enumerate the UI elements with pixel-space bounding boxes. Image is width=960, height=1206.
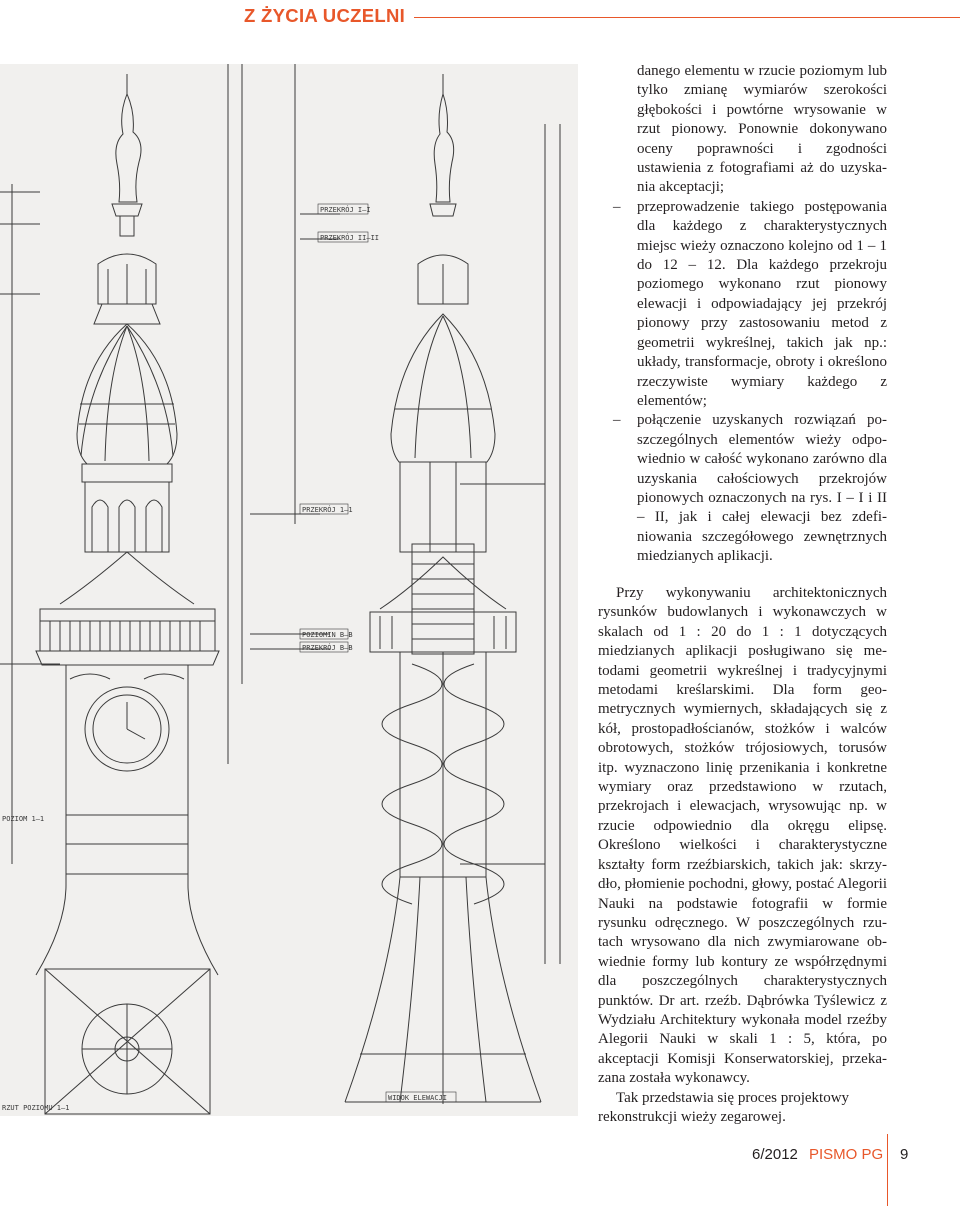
bullet-item (613, 411, 887, 566)
drawing-label-przekroj-b: PRZEKRÓJ B–B (302, 644, 353, 652)
bullet-dash: – (613, 198, 621, 215)
paragraph: Przy wykonywaniu architektonicznych rysunków budowlanych i wykonawczych w skalach od 1 : 20 do 1 : 1 dotyczących miedzianych aplikacji posługiwano się metodami geometrii wykreślnej i tradycyjnymi metodami kreślarskimi. Dla form geometrycznych wymiernych, składających się z kół, prostopadłościanów, stożków i walców obrotowych, stożków trójosiowych, torusów itp. wyznaczono linię przenikania i konkretne wymiary oraz przedstawiono w rzutach, przekrojach i elewacjach, wrysowując np. w rzucie odpowiednio dla okręgu elipsę. Określono wielkości i charakterystyczne kształty form rzeźbiarskich, takich jak: skrzydło, płomienie pochodni, głowy, postać Alegorii Nauki na podstawie fotografii w formie rysunku odręcznego. W poszczególnych rzutach wrysowano dla nich zwymiarowane obwiednie formy lub kontury ze współrzędnymi dla poszczególnych charakterystycznych punktów. Dr art. rzeźb. Dąbrówka Tyślewicz z Wydziału Architektury wykonała model rzeźby Alegorii Nauki w skali 1 : 5, która, po akceptacji Komisji Konserwatorskiej, przekazana została wykonawcy. (598, 585, 887, 1087)
drawing-label-przekroj-1: PRZEKRÓJ I–I (320, 206, 371, 214)
drawing-label-poziom-1: POZIOM 1–1 (2, 815, 45, 823)
section-label: Z ŻYCIA UCZELNI (244, 5, 406, 26)
drawing-label-widok: WIDOK ELEWACJI (388, 1094, 448, 1102)
article-column-bottom (598, 584, 887, 1127)
footer-issue: 6/2012 (752, 1146, 798, 1163)
bullet-dash: – (613, 412, 621, 429)
page-number: 9 (900, 1146, 909, 1163)
footer-magazine: PISMO PG (809, 1146, 884, 1163)
footer-rule (887, 1134, 888, 1206)
paragraph-intro: danego elementu w rzucie poziomym lub tylko zmianę wymiarów szerokości głębokości i powtórne wrysowanie w rzut pionowy. Ponownie dokonywano oceny poprawności i zgodności ustawienia z fotografiami aż do uzyskania akceptacji; (637, 63, 887, 196)
bullet-text: przeprowadzenie takiego postępowania dla każdego z charakterystycznych miejsc wieży oznaczono kolejno od 1 – 1 do 12 – 12. Dla każdego przekroju poziomego wykonano rzut pionowy elewacji i odpowiadający jej przekrój pionowy przy zastosowaniu metod z geometrii wykreślnej, takich jak np.: układy, transformacje, obroty i określono rzeczywiste wymiary każdego z elementów; (637, 198, 887, 409)
bullet-text: połączenie uzyskanych rozwiązań poszczególnych elementów wieży odpowiednio w całość wykonano zarówno dla uzyskania całościowych przekrojów pionowych oznaczonych na rys. I – I i II – II, jak i całej elewacji bez zdefiniowania szczegółowego zewnętrznych miedzianych aplikacji. (637, 412, 887, 565)
drawing-label-poziom: POZIOMIN B–B (302, 631, 353, 639)
paragraph-closing: Tak przedstawia się proces projektowy rekonstrukcji wieży zegarowej. (598, 1089, 850, 1125)
drawing-label-rzut: RZUT POZIOMU 1–1 (2, 1104, 70, 1112)
drawing-label-przekroj-3: PRZEKRÓJ 1–1 (302, 506, 353, 514)
header-rule (414, 17, 960, 18)
drawing-label-przekroj-2: PRZEKRÓJ II–II (320, 234, 380, 242)
article-column-top (613, 62, 887, 567)
bullet-item (613, 198, 887, 411)
architectural-drawing (0, 64, 578, 1116)
